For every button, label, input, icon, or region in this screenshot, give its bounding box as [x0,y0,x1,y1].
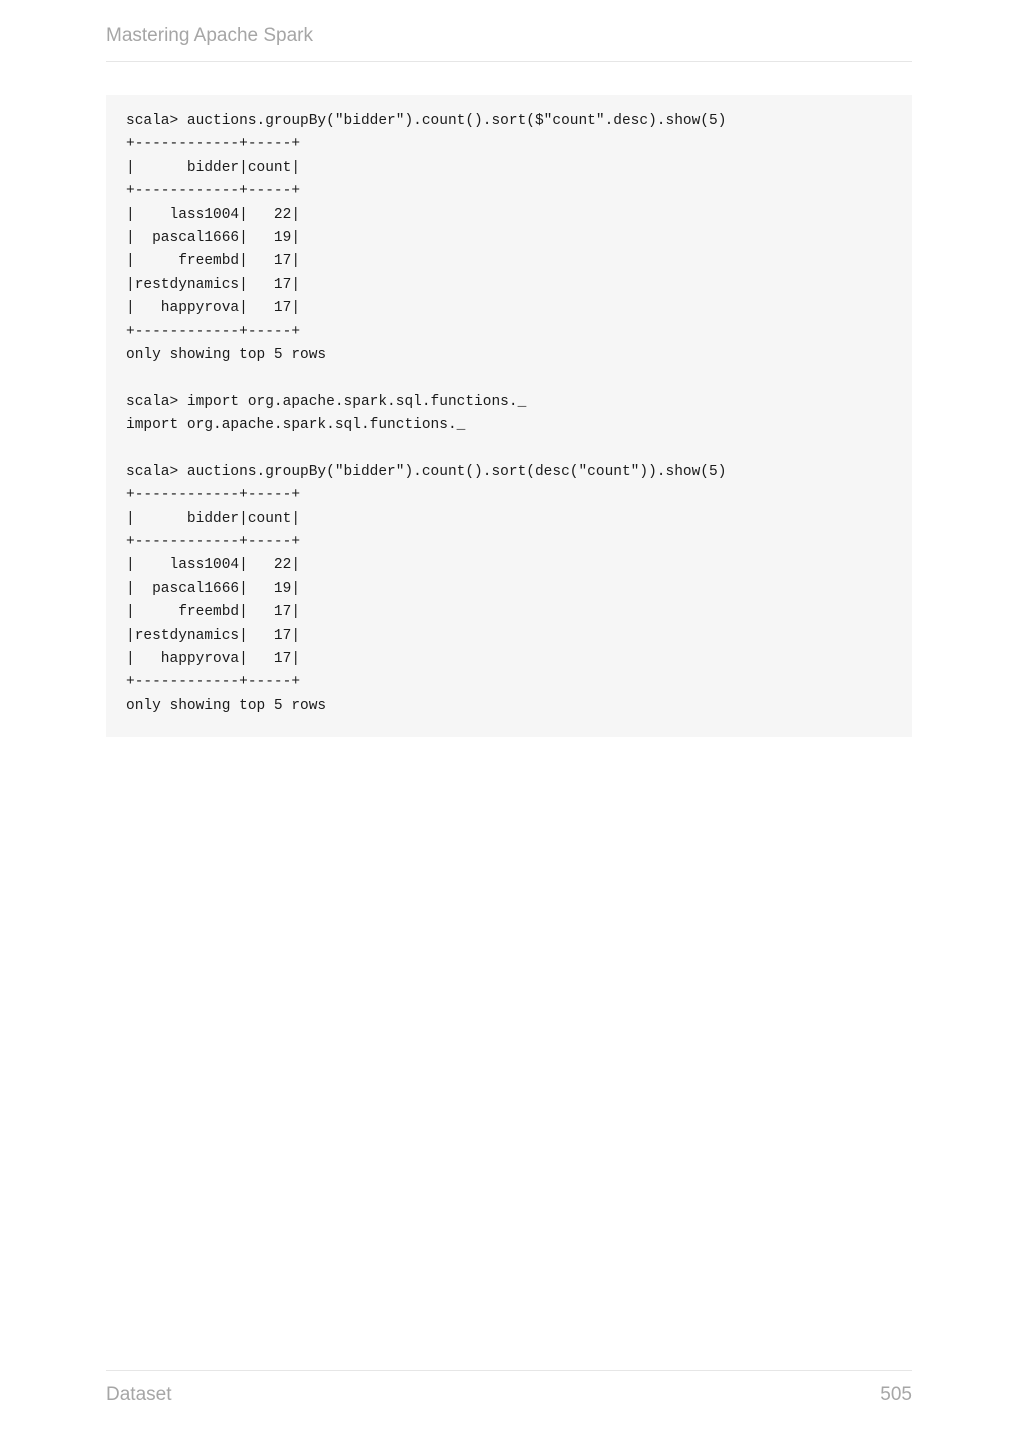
code-line: +------------+-----+ [126,674,301,691]
code-line: import org.apache.spark.sql.functions._ [126,417,466,434]
code-line: | pascal1666| 19| [126,229,301,246]
code-line: +------------+-----+ [126,534,301,551]
code-line: | bidder|count| [126,159,301,176]
code-line: | lass1004| 22| [126,557,301,574]
page-number: 505 [880,1384,912,1405]
code-line: |restdynamics| 17| [126,627,301,644]
code-block [106,95,912,737]
code-line: only showing top 5 rows [126,697,327,714]
code-line: | lass1004| 22| [126,206,301,223]
code-line: +------------+-----+ [126,136,301,153]
code-line: +------------+-----+ [126,487,301,504]
code-line [126,367,726,390]
code-line: | happyrova| 17| [126,650,301,667]
code-line: scala> import org.apache.spark.sql.functions._ [126,393,527,410]
code-line: |restdynamics| 17| [126,276,301,293]
code-line: scala> auctions.groupBy("bidder").count().sort($"count".desc).show(5) [126,113,727,129]
code-line: | pascal1666| 19| [126,580,301,597]
section-name: Dataset [106,1384,172,1405]
code-line: only showing top 5 rows [126,346,327,363]
code-line: | happyrova| 17| [126,300,301,317]
book-title: Mastering Apache Spark [106,25,314,46]
page-footer [106,1370,912,1411]
page-header [106,24,912,62]
code-line: scala> auctions.groupBy("bidder").count().sort(desc("count")).show(5) [126,463,727,480]
code-line: | freembd| 17| [126,253,301,270]
code-line: +------------+-----+ [126,323,301,340]
code-line [126,437,726,460]
code-line: | bidder|count| [126,510,301,527]
code-line: | freembd| 17| [126,604,301,621]
code-lines [126,110,726,718]
code-line: +------------+-----+ [126,183,301,200]
